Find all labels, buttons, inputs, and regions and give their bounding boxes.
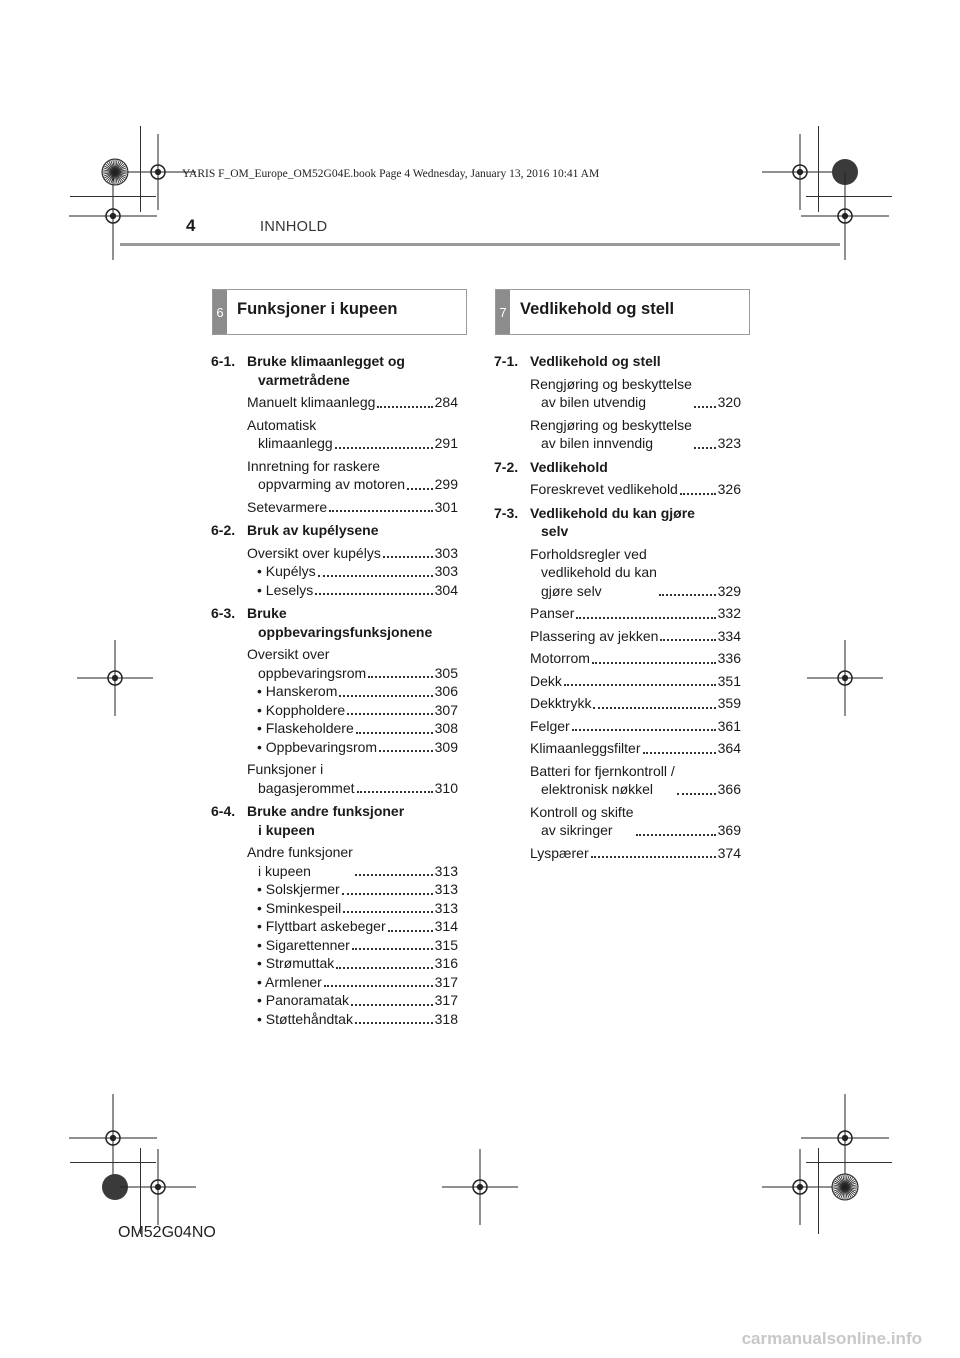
- entry-label-line: bagasjerommet: [258, 779, 355, 796]
- section-heading: [211, 802, 458, 839]
- subentry-label: • Kupélys: [257, 563, 316, 579]
- toc-entry[interactable]: [530, 803, 741, 840]
- toc-entry[interactable]: [247, 843, 458, 880]
- entry-label: [247, 544, 381, 563]
- entry-page-number: 320: [717, 394, 741, 410]
- entry-label-line: Lyspærer: [530, 844, 589, 861]
- entry-label-line: Panser: [530, 605, 575, 621]
- section-title-line: Bruke andre funksjoner: [247, 803, 405, 819]
- section-entries: [494, 480, 741, 499]
- dot-leader: [343, 911, 432, 913]
- subentry-label: • Oppbevaringsrom: [257, 738, 378, 755]
- registration-crosshair-icon: [442, 1149, 518, 1225]
- entry-label: [530, 649, 590, 668]
- entry-label-line: Batteri for fjernkontroll /: [530, 762, 675, 779]
- dot-leader: [407, 488, 433, 490]
- section-entries: [494, 545, 741, 863]
- subentry-label: • Flyttbart askebeger: [257, 918, 386, 934]
- entry-label-line: Kontroll og skifte: [530, 803, 634, 820]
- entry-label: [247, 498, 327, 517]
- dot-leader: [694, 447, 716, 449]
- watermark: carmanualsonline.info: [741, 1329, 922, 1348]
- section-number: 6-1.: [211, 353, 236, 369]
- section-title-line: Vedlikehold: [530, 458, 608, 475]
- toc-subentry[interactable]: [247, 682, 458, 701]
- subentry-label: • Sminkespeil: [257, 899, 342, 916]
- section-title-line: oppbevaringsfunksjonene: [258, 623, 433, 640]
- entry-page-number: 284: [434, 394, 458, 410]
- section-title-line: Bruke: [247, 605, 287, 621]
- toc-section: [211, 802, 458, 1028]
- section-heading: [494, 504, 741, 541]
- section-number: 6-4.: [211, 803, 236, 819]
- entry-page-number: 329: [717, 582, 741, 599]
- toc-subentry[interactable]: [247, 1010, 458, 1029]
- entry-label-line: elektronisk nøkkel: [541, 781, 654, 797]
- entry-label: [530, 375, 692, 412]
- chapter-7-title: Vedlikehold og stell: [520, 300, 675, 318]
- dot-leader: [379, 750, 433, 752]
- entry-label-line: Setevarmere: [247, 498, 328, 515]
- dot-leader: [680, 493, 716, 495]
- section-title-line: Vedlikehold og stell: [530, 353, 661, 369]
- subentry-label: • Støttehåndtak: [257, 1010, 353, 1027]
- registration-crosshair-icon: [807, 640, 883, 716]
- dot-leader: [591, 856, 716, 858]
- entry-label-line: av bilen utvendig: [541, 394, 647, 410]
- entry-page-number: 351: [717, 672, 741, 689]
- entry-label-line: oppbevaringsrom: [258, 664, 367, 681]
- chapter-6-title: Funksjoner i kupeen: [237, 300, 398, 318]
- section-title-line: Bruk av kupélysene: [247, 522, 379, 538]
- toc-entry[interactable]: [530, 672, 741, 691]
- toc-entry[interactable]: [530, 762, 741, 799]
- entry-page-number: 313: [434, 862, 458, 879]
- entry-label-line: i kupeen: [258, 862, 311, 879]
- entry-page-number: 334: [717, 627, 741, 644]
- toc-subentry[interactable]: [247, 701, 458, 720]
- entry-label: [247, 457, 405, 494]
- dot-leader: [659, 594, 716, 596]
- entry-label-line: Forholdsregler ved: [530, 545, 647, 562]
- subentry-label: • Hanskerom: [257, 683, 338, 699]
- toc-entry[interactable]: [247, 393, 458, 412]
- dot-leader: [318, 575, 433, 577]
- section-number: 7-2.: [494, 458, 519, 475]
- dot-leader: [677, 793, 716, 795]
- entry-label-line: vedlikehold du kan: [541, 564, 657, 580]
- dot-leader: [377, 406, 432, 408]
- toc-section: [494, 504, 741, 863]
- entry-page-number: 374: [717, 844, 741, 861]
- toc-subentry[interactable]: [247, 562, 458, 581]
- entry-page-number: 305: [434, 664, 458, 681]
- dot-leader: [335, 447, 433, 449]
- subentry-label: • Koppholdere: [257, 701, 346, 718]
- toc-column-chapter-6: [211, 352, 458, 1033]
- dot-leader: [660, 639, 715, 641]
- toc-section: [211, 604, 458, 797]
- entry-label-line: Manuelt klimaanlegg: [247, 394, 376, 410]
- section-heading: [494, 458, 741, 477]
- toc-entry[interactable]: [530, 604, 741, 623]
- section-heading: [211, 521, 458, 540]
- crop-mark-line: [70, 1162, 156, 1163]
- section-number: 6-3.: [211, 605, 236, 621]
- toc-entry[interactable]: [247, 544, 458, 563]
- toc-entry[interactable]: [247, 457, 458, 494]
- registration-sunburst-icon: [831, 1173, 859, 1201]
- registration-crosshair-icon: [69, 172, 157, 260]
- entry-page-number: 336: [717, 650, 741, 666]
- section-title: [530, 504, 741, 541]
- entry-label-line: gjøre selv: [541, 582, 602, 599]
- crop-mark-line: [818, 1148, 819, 1234]
- subentry-label: • Panoramatak: [257, 992, 350, 1008]
- subentry-page-number: 317: [434, 973, 458, 990]
- entry-page-number: 364: [717, 740, 741, 756]
- section-title: [247, 352, 458, 389]
- entry-page-number: 291: [434, 435, 458, 451]
- dot-leader: [324, 985, 433, 987]
- dot-leader: [592, 662, 716, 664]
- subentry-label: • Flaskeholdere: [257, 720, 354, 736]
- dot-leader: [368, 676, 432, 678]
- section-title-line: Vedlikehold du kan gjøre: [530, 504, 695, 521]
- dot-leader: [383, 556, 433, 558]
- dot-leader: [355, 1022, 433, 1024]
- toc-entry[interactable]: [530, 627, 741, 646]
- section-title-line: i kupeen: [258, 821, 315, 838]
- entry-label-line: Oversikt over kupélys: [247, 544, 381, 561]
- section-heading: [211, 352, 458, 389]
- chapter-7-number: 7: [496, 290, 510, 334]
- entry-label: [530, 672, 562, 691]
- entry-label: [530, 627, 658, 646]
- section-number: 7-3.: [494, 504, 519, 521]
- toc-subentry[interactable]: [247, 719, 458, 738]
- section-title: [530, 458, 741, 477]
- section-entries: [211, 393, 458, 516]
- subentry-page-number: 304: [434, 581, 458, 598]
- toc-entry[interactable]: [247, 645, 458, 682]
- entry-label-line: Motorrom: [530, 650, 590, 666]
- dot-leader: [339, 695, 432, 697]
- dot-leader: [593, 707, 715, 709]
- subentry-page-number: 313: [434, 899, 458, 916]
- registration-crosshair-icon: [120, 1149, 196, 1225]
- entry-page-number: 366: [717, 781, 741, 797]
- toc-entry[interactable]: [247, 498, 458, 517]
- section-title: [530, 352, 741, 371]
- entry-label: [530, 604, 574, 623]
- section-number: 6-2.: [211, 522, 236, 538]
- subentry-page-number: 307: [434, 701, 458, 718]
- subentry-page-number: 309: [434, 738, 458, 755]
- toc-entry[interactable]: [530, 717, 741, 736]
- crop-mark-line: [818, 126, 819, 212]
- dot-leader: [572, 729, 716, 731]
- section-heading: [494, 352, 741, 371]
- subentry-page-number: 318: [434, 1010, 458, 1027]
- section-entries: [211, 843, 458, 1028]
- toc-entry[interactable]: [530, 480, 741, 499]
- entry-page-number: 332: [717, 605, 741, 621]
- crop-mark-line: [806, 196, 892, 197]
- header-rule: [120, 243, 840, 246]
- subentry-page-number: 317: [434, 992, 458, 1008]
- subentry-page-number: 314: [434, 918, 458, 934]
- toc-entry[interactable]: [247, 760, 458, 797]
- toc-entry[interactable]: [530, 649, 741, 668]
- chapter-6-number: 6: [213, 290, 227, 334]
- section-title: [247, 802, 458, 839]
- chapter-6-header: [212, 289, 467, 335]
- section-entries: [211, 645, 458, 797]
- entry-label-line: Felger: [530, 717, 570, 734]
- toc-subentry[interactable]: [247, 991, 458, 1010]
- registration-crosshair-icon: [801, 172, 889, 260]
- dot-leader: [576, 617, 715, 619]
- toc-section: [211, 352, 458, 516]
- toc-subentry[interactable]: [247, 899, 458, 918]
- dot-leader: [351, 1004, 433, 1006]
- section-entries: [211, 544, 458, 600]
- entry-label-line: Klimaanleggsfilter: [530, 740, 641, 756]
- subentry-page-number: 303: [434, 563, 458, 579]
- entry-label: [247, 760, 355, 797]
- entry-label-line: av sikringer: [541, 822, 613, 838]
- entry-page-number: 369: [717, 822, 741, 838]
- dot-leader: [329, 510, 432, 512]
- entry-label: [530, 739, 641, 758]
- subentry-page-number: 308: [434, 720, 458, 736]
- subentry-label: • Solskjermer: [257, 881, 340, 897]
- section-title-line: Bruke klimaanlegget og: [247, 353, 405, 369]
- section-title-line: selv: [541, 523, 569, 539]
- section-heading: [211, 604, 458, 641]
- dot-leader: [356, 732, 433, 734]
- toc-subentry[interactable]: [247, 917, 458, 936]
- entry-label: [247, 645, 366, 682]
- toc-entry[interactable]: [530, 739, 741, 758]
- toc-subentry[interactable]: [247, 973, 458, 992]
- toc-entry[interactable]: [530, 545, 741, 601]
- toc-column-chapter-7: [494, 352, 741, 867]
- dot-leader: [352, 948, 433, 950]
- section-title: [247, 604, 458, 641]
- entry-label: [530, 694, 591, 713]
- toc-section: [211, 521, 458, 599]
- entry-page-number: 359: [717, 695, 741, 711]
- subentry-label: • Leselys: [257, 581, 314, 598]
- entry-label: [530, 844, 589, 863]
- dot-leader: [315, 593, 432, 595]
- entry-label-line: Plassering av jekken: [530, 627, 659, 644]
- dot-leader: [355, 874, 433, 876]
- entry-page-number: 361: [717, 717, 741, 734]
- subentry-page-number: 313: [434, 881, 458, 897]
- crop-mark-line: [140, 126, 141, 212]
- dot-leader: [643, 752, 716, 754]
- toc-subentry[interactable]: [247, 954, 458, 973]
- entry-label-line: av bilen innvendig: [541, 435, 654, 451]
- section-title-line: varmetrådene: [258, 371, 350, 388]
- dot-leader: [636, 834, 716, 836]
- toc-entry[interactable]: [530, 416, 741, 453]
- page-number: 4: [186, 216, 196, 235]
- entry-label-line: Dekk: [530, 672, 562, 689]
- section-number: 7-1.: [494, 353, 519, 369]
- toc-section: [494, 458, 741, 499]
- dot-leader: [694, 406, 716, 408]
- entry-label-line: Dekktrykk: [530, 695, 592, 711]
- section-title: [247, 521, 458, 540]
- entry-label-line: Funksjoner i: [247, 761, 324, 777]
- subentry-label: • Sigarettenner: [257, 936, 350, 953]
- entry-label: [530, 416, 692, 453]
- entry-label-line: Automatisk: [247, 416, 317, 433]
- dot-leader: [347, 713, 432, 715]
- entry-label-line: Innretning for raskere: [247, 457, 381, 474]
- entry-page-number: 303: [434, 544, 458, 561]
- entry-page-number: 323: [717, 435, 741, 451]
- dot-leader: [342, 893, 433, 895]
- toc-entry[interactable]: [530, 844, 741, 863]
- entry-label-line: klimaanlegg: [258, 435, 333, 451]
- entry-label: [530, 545, 657, 601]
- entry-label: [247, 393, 375, 412]
- crop-mark-line: [140, 1148, 141, 1234]
- toc-subentry[interactable]: [247, 936, 458, 955]
- entry-label: [530, 803, 634, 840]
- print-info: YARIS F_OM_Europe_OM52G04E.book Page 4 Wednesday, January 13, 2016 10:41 AM: [182, 168, 600, 180]
- entry-page-number: 299: [434, 476, 458, 492]
- entry-label-line: oppvarming av motoren: [258, 476, 406, 492]
- toc-entry[interactable]: [247, 416, 458, 453]
- entry-label: [247, 416, 333, 453]
- crop-mark-line: [70, 196, 156, 197]
- subentry-page-number: 316: [434, 955, 458, 971]
- dot-leader: [357, 791, 433, 793]
- toc-subentry[interactable]: [247, 581, 458, 600]
- entry-label-line: Rengjøring og beskyttelse: [530, 416, 692, 433]
- section-entries: [494, 375, 741, 453]
- toc-subentry[interactable]: [247, 880, 458, 899]
- registration-crosshair-icon: [77, 640, 153, 716]
- subentry-label: • Strømuttak: [257, 955, 335, 971]
- entry-label: [247, 843, 353, 880]
- document-code: OM52G04NO: [118, 1224, 216, 1241]
- chapter-7-header: [495, 289, 750, 335]
- subentry-page-number: 306: [434, 683, 458, 699]
- entry-label: [530, 762, 675, 799]
- entry-label-line: Oversikt over: [247, 646, 330, 662]
- entry-label-line: Foreskrevet vedlikehold: [530, 481, 678, 497]
- entry-page-number: 301: [434, 498, 458, 515]
- subentry-page-number: 315: [434, 936, 458, 953]
- entry-page-number: 326: [717, 481, 741, 497]
- subentry-label: • Armlener: [257, 973, 322, 990]
- entry-label-line: Andre funksjoner: [247, 844, 353, 860]
- toc-entry[interactable]: [530, 375, 741, 412]
- entry-label: [530, 717, 570, 736]
- dot-leader: [388, 930, 433, 932]
- toc-entry[interactable]: [530, 694, 741, 713]
- entry-label-line: Rengjøring og beskyttelse: [530, 375, 692, 392]
- dot-leader: [336, 967, 432, 969]
- dot-leader: [564, 684, 716, 686]
- entry-label: [530, 480, 678, 499]
- page-header-title: INNHOLD: [260, 219, 328, 235]
- toc-section: [494, 352, 741, 453]
- crop-mark-line: [806, 1162, 892, 1163]
- entry-page-number: 310: [434, 779, 458, 796]
- registration-crosshair-icon: [762, 1149, 838, 1225]
- toc-subentry[interactable]: [247, 738, 458, 757]
